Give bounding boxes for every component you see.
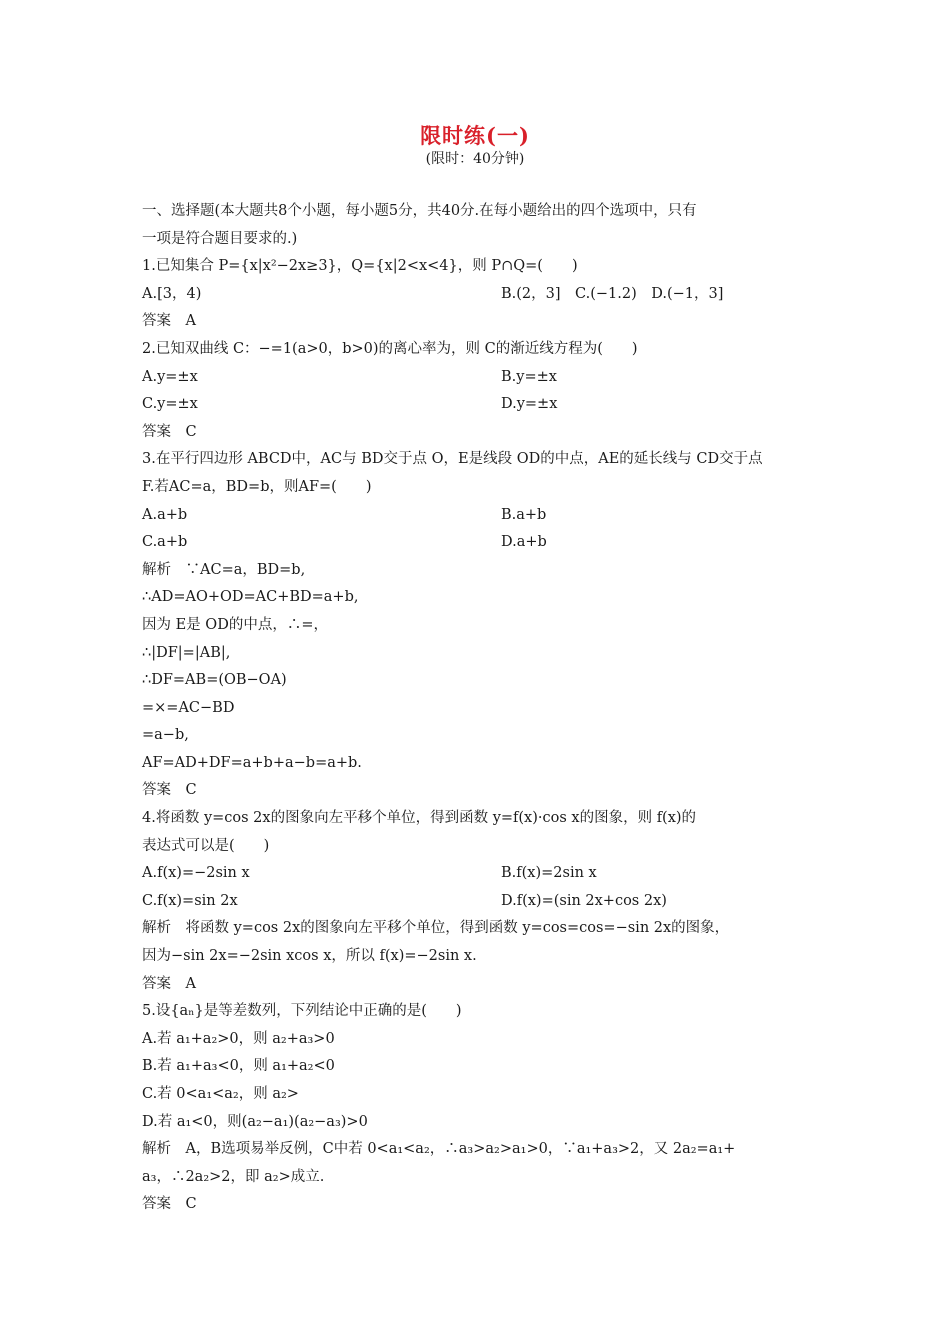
q4-option-b: B.f(x)=2sin x [501, 865, 597, 882]
q4-option-d: D.f(x)=(sin 2x+cos 2x) [501, 892, 667, 909]
q3-option-c: C.a+b [142, 534, 188, 551]
question-4-stem-cont: 表达式可以是( ) [142, 837, 270, 854]
q3-solution-line: ∴AD=AO+OD=AC+BD=a+b, [142, 589, 359, 606]
question-4-options-row2 [142, 888, 822, 916]
q2-option-b: B.y=±x [501, 368, 557, 385]
question-2-stem: 2.已知双曲线 C：−=1(a>0，b>0)的离心率为，则 C的渐近线方程为( ) [142, 340, 638, 357]
q5-option-b: B.若 a₁+a₃<0，则 a₁+a₂<0 [142, 1058, 335, 1075]
q1-answer: 答案 A [142, 313, 196, 330]
q3-solution-line: AF=AD+DF=a+b+a−b=a+b. [142, 754, 362, 771]
q3-solution-line: 解析 ∵AC=a，BD=b, [142, 561, 306, 578]
question-5-stem: 5.设{aₙ}是等差数列，下列结论中正确的是( ) [142, 1003, 462, 1020]
q1-option-a: A.[3，4) [142, 285, 202, 302]
q2-option-a: A.y=±x [142, 368, 198, 385]
q3-solution-line: =a−b, [142, 727, 189, 744]
q2-option-c: C.y=±x [142, 396, 198, 413]
q5-solution-line: a₃，∴2a₂>2，即 a₂>成立. [142, 1168, 325, 1185]
q3-option-d: D.a+b [501, 534, 547, 551]
question-4-options-row1 [142, 860, 822, 888]
q3-option-b: B.a+b [501, 506, 547, 523]
question-3-options-row1 [142, 502, 822, 530]
question-3-stem: 3.在平行四边形 ABCD中，AC与 BD交于点 O，E是线段 OD的中点，AE的延长线与 CD交于点 [142, 451, 763, 468]
document-body [142, 198, 822, 1219]
q4-solution-line: 因为−sin 2x=−2sin xcos x，所以 f(x)=−2sin x. [142, 948, 477, 965]
q5-option-d: D.若 a₁<0，则(a₂−a₁)(a₂−a₃)>0 [142, 1113, 368, 1130]
section-heading: 一、选择题(本大题共8个小题，每小题5分，共40分.在每小题给出的四个选项中，只有 [142, 203, 697, 219]
q4-answer: 答案 A [142, 975, 196, 992]
question-3-stem-cont: F.若AC=a，BD=b，则AF=( ) [142, 478, 372, 495]
question-3-options-row2 [142, 529, 822, 557]
q5-answer: 答案 C [142, 1196, 197, 1213]
q5-option-a: A.若 a₁+a₂>0，则 a₂+a₃>0 [142, 1030, 335, 1047]
q4-solution-line: 解析 将函数 y=cos 2x的图象向左平移个单位，得到函数 y=cos=cos=−sin 2x的图象， [142, 920, 730, 937]
time-limit-subtitle: (限时：40分钟) [425, 151, 525, 167]
q5-option-c: C.若 0<a₁<a₂，则 a₂> [142, 1086, 299, 1102]
q3-solution-line: ∴|DF|=|AB|, [142, 644, 231, 661]
q5-solution-line: 解析 A，B选项易举反例，C中若 0<a₁<a₂，∴a₃>a₂>a₁>0，∵a₁+a₃>2，又 2a₂=a₁+ [142, 1141, 736, 1158]
q3-answer: 答案 C [142, 782, 197, 799]
question-1-options [142, 281, 822, 309]
section-heading-cont: 一项是符合题目要求的.) [142, 230, 298, 247]
q4-option-c: C.f(x)=sin 2x [142, 892, 238, 909]
question-4-stem: 4.将函数 y=cos 2x的图象向左平移个单位，得到函数 y=f(x)·cos x的图象，则 f(x)的 [142, 810, 697, 827]
q4-option-a: A.f(x)=−2sin x [142, 865, 250, 882]
q2-option-d: D.y=±x [501, 396, 558, 413]
q3-solution-line: ∴DF=AB=(OB−OA) [142, 672, 287, 689]
q3-solution-line: =×=AC−BD [142, 699, 235, 716]
question-1-stem: 1.已知集合 P={x|x²−2x≥3}，Q={x|2<x<4}，则 P∩Q=( ) [142, 258, 578, 275]
q2-answer: 答案 C [142, 423, 197, 440]
q3-option-a: A.a+b [142, 506, 188, 523]
q3-solution-line: 因为 E是 OD的中点，∴=， [142, 616, 328, 633]
q1-options-bcd: B.(2，3] C.(−1.2) D.(−1，3] [501, 285, 724, 302]
question-2-options-row2 [142, 391, 822, 419]
page-title: 限时练(一) [420, 123, 530, 148]
question-2-options-row1 [142, 364, 822, 392]
